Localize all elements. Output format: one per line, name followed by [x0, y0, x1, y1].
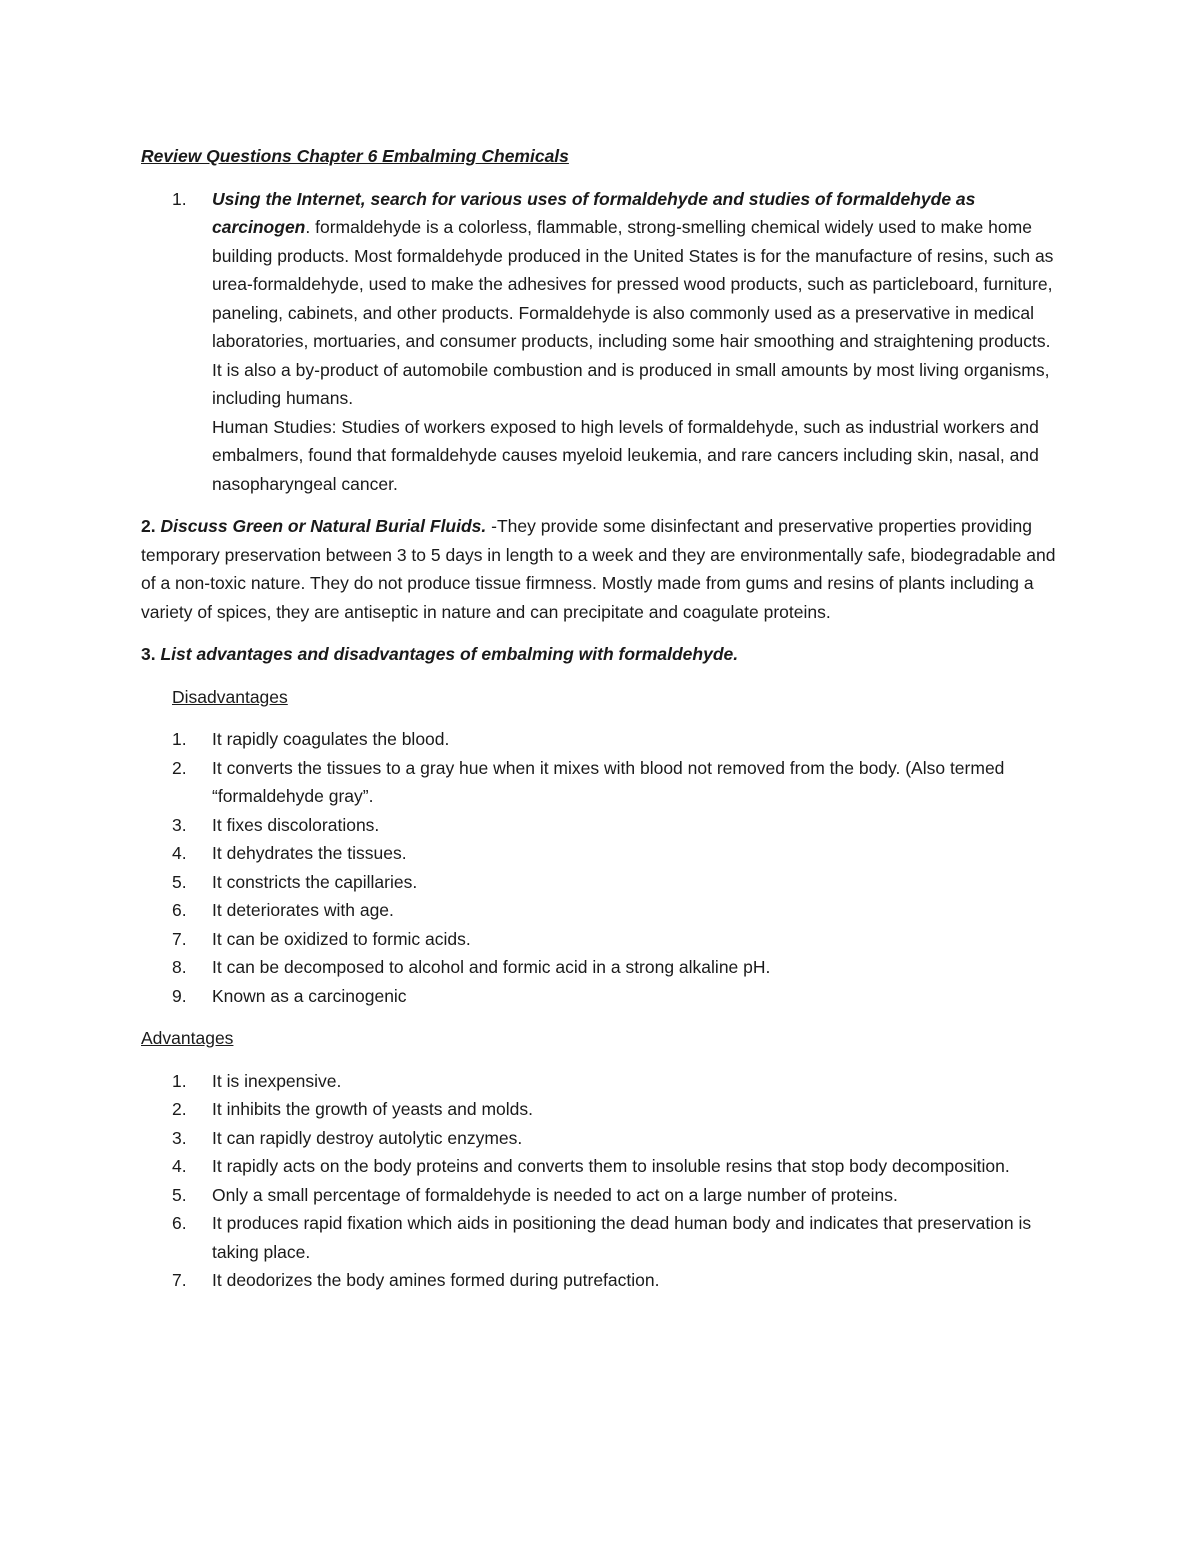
advantage-item-number: 6.: [172, 1213, 187, 1233]
advantage-item-text: It is inexpensive.: [212, 1070, 342, 1091]
advantage-item-number: 7.: [172, 1270, 187, 1290]
disadvantage-item-text: It deteriorates with age.: [212, 900, 394, 920]
advantage-item-number: 2.: [172, 1099, 187, 1119]
disadvantage-item-number: 5.: [172, 871, 187, 892]
advantage-item-text: It can rapidly destroy autolytic enzymes.: [212, 1127, 523, 1148]
question-2-number: 2.: [141, 516, 156, 536]
disadvantage-item: [141, 953, 1060, 982]
disadvantage-item-text: It converts the tissues to a gray hue when it mixes with blood not removed from the body. (Also termed “formaldehyde gray”.: [212, 757, 1005, 806]
question-1: [141, 185, 1060, 499]
advantage-item-text: It inhibits the growth of yeasts and molds.: [212, 1099, 533, 1119]
advantages-list: [141, 1067, 1060, 1295]
disadvantage-item: [141, 839, 1060, 868]
document-title: Review Questions Chapter 6 Embalming Chemicals: [141, 146, 569, 166]
document-body: [141, 142, 1060, 1295]
disadvantage-item-number: 7.: [172, 928, 187, 949]
advantage-item: [141, 1209, 1060, 1266]
advantage-item: [141, 1152, 1060, 1181]
advantage-item-text: It rapidly acts on the body proteins and converts them to insoluble resins that stop body decomposition.: [212, 1156, 1010, 1176]
disadvantage-item: [141, 811, 1060, 840]
disadvantage-item: [141, 868, 1060, 897]
disadvantages-list: [141, 725, 1060, 1010]
disadvantage-item: [141, 925, 1060, 954]
disadvantage-item: [141, 754, 1060, 811]
disadvantages-heading: Disadvantages: [172, 686, 288, 707]
advantage-item-number: 4.: [172, 1156, 187, 1176]
advantage-item-text: It produces rapid fixation which aids in positioning the dead human body and indicates that preservation is taking place.: [212, 1213, 1032, 1262]
question-1-list: [141, 185, 1060, 499]
advantage-item-text: It deodorizes the body amines formed during putrefaction.: [212, 1270, 660, 1290]
disadvantage-item-number: 4.: [172, 843, 187, 863]
disadvantage-item: [141, 896, 1060, 925]
disadvantage-item-text: Known as a carcinogenic: [212, 985, 407, 1006]
advantage-item-number: 1.: [172, 1070, 187, 1091]
disadvantage-item-number: 8.: [172, 957, 187, 977]
question-1-number: 1.: [172, 188, 187, 209]
advantage-item: [141, 1067, 1060, 1096]
question-2-answer: -They provide some disinfectant and preservative properties providing temporary preservation between 3 to 5 days in length to a week and they are environmentally safe, biodegradable and of a non-toxic nature. They do not produce tissue firmness. Mostly made from gums and resins of plants including a variety of spices, they are antiseptic in nature and can precipitate and coagulate proteins.: [141, 516, 1056, 622]
disadvantage-item-number: 9.: [172, 985, 187, 1006]
advantage-item: [141, 1124, 1060, 1153]
advantage-item: [141, 1266, 1060, 1295]
disadvantage-item-number: 6.: [172, 900, 187, 920]
question-3-number: 3.: [141, 644, 156, 664]
advantage-item-number: 3.: [172, 1127, 187, 1148]
disadvantage-item-text: It dehydrates the tissues.: [212, 843, 407, 863]
question-3-prompt: List advantages and disadvantages of embalming with formaldehyde.: [160, 644, 739, 664]
disadvantage-item-number: 2.: [172, 757, 187, 778]
disadvantage-item-text: It can be oxidized to formic acids.: [212, 928, 471, 949]
disadvantage-item-text: It can be decomposed to alcohol and formic acid in a strong alkaline pH.: [212, 957, 771, 977]
advantage-item-text: Only a small percentage of formaldehyde is needed to act on a large number of proteins.: [212, 1184, 898, 1205]
disadvantage-item: [141, 982, 1060, 1011]
disadvantage-item-text: It constricts the capillaries.: [212, 871, 418, 892]
disadvantage-item: [141, 725, 1060, 754]
question-1-human-studies: Human Studies: Studies of workers exposed to high levels of formaldehyde, such as industrial workers and embalmers, found that formaldehyde causes myeloid leukemia, and rare cancers including skin, nasal, and nasopharyngeal cancer.: [212, 416, 1039, 494]
question-1-answer: . formaldehyde is a colorless, flammable, strong-smelling chemical widely used to make home building products. Most formaldehyde produced in the United States is for the manufacture of resins, such as urea-formaldehyde, used to make the adhesives for pressed wood products, such as particleboard, furniture, paneling, cabinets, and other products. Formaldehyde is also commonly used as a preservative in medical laboratories, mortuaries, and consumer products, including some hair smoothing and straightening products. It is also a by-product of automobile combustion and is produced in small amounts by most living organisms, including humans.: [212, 217, 1054, 408]
disadvantage-item-text: It rapidly coagulates the blood.: [212, 729, 450, 749]
advantage-item: [141, 1095, 1060, 1124]
question-2-prompt: Discuss Green or Natural Burial Fluids.: [160, 516, 487, 536]
disadvantage-item-number: 1.: [172, 729, 187, 749]
disadvantage-item-number: 3.: [172, 814, 187, 835]
advantage-item: [141, 1181, 1060, 1210]
question-2: [141, 512, 1060, 626]
question-1-prompt: Using the Internet, search for various uses of formaldehyde and studies of formaldehyde as carcinogen: [212, 188, 976, 237]
disadvantage-item-text: It fixes discolorations.: [212, 814, 380, 835]
advantages-heading: Advantages: [141, 1028, 234, 1048]
question-3: [141, 640, 1060, 669]
advantage-item-number: 5.: [172, 1184, 187, 1205]
